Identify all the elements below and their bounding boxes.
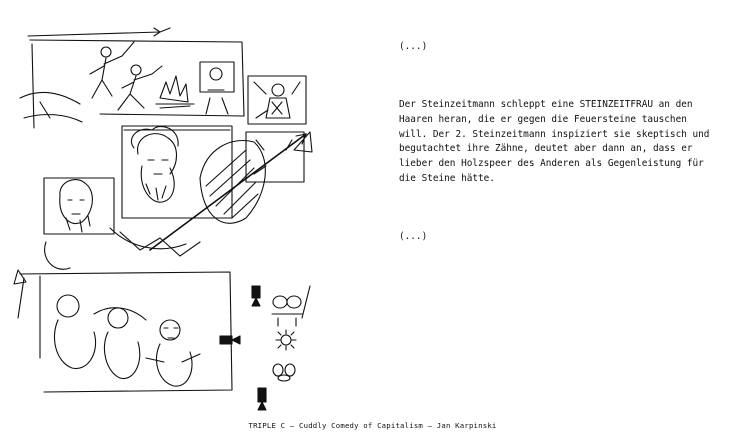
storyboard-sketch: [10, 18, 385, 418]
panel-figure-box: [248, 76, 306, 124]
screenplay-text: [399, 10, 719, 260]
panel-faces: [44, 126, 232, 269]
panel-group-scene: [14, 270, 310, 410]
ellipsis-bottom: (...): [399, 231, 428, 243]
panel-hunting-scene: [20, 28, 244, 128]
ellipsis-top: (...): [399, 40, 428, 52]
page-footer: TRIPLE C – Cuddly Comedy of Capitalism – Jan Karpinski: [248, 421, 497, 430]
panel-spear: [150, 132, 312, 250]
scene-description: Der Steinzeitmann schleppt eine STEINZEITFRAU an den Haaren heran, die er gegen die Feuersteine tauschen will. Der 2. Steinzeitmann inspiziert sie skeptisch und begutachtet ihre Zähne, deutet aber dann an, dass er lieber den Holzspeer des Anderen als Gegenleistung für die Steine hätte.: [399, 98, 716, 184]
